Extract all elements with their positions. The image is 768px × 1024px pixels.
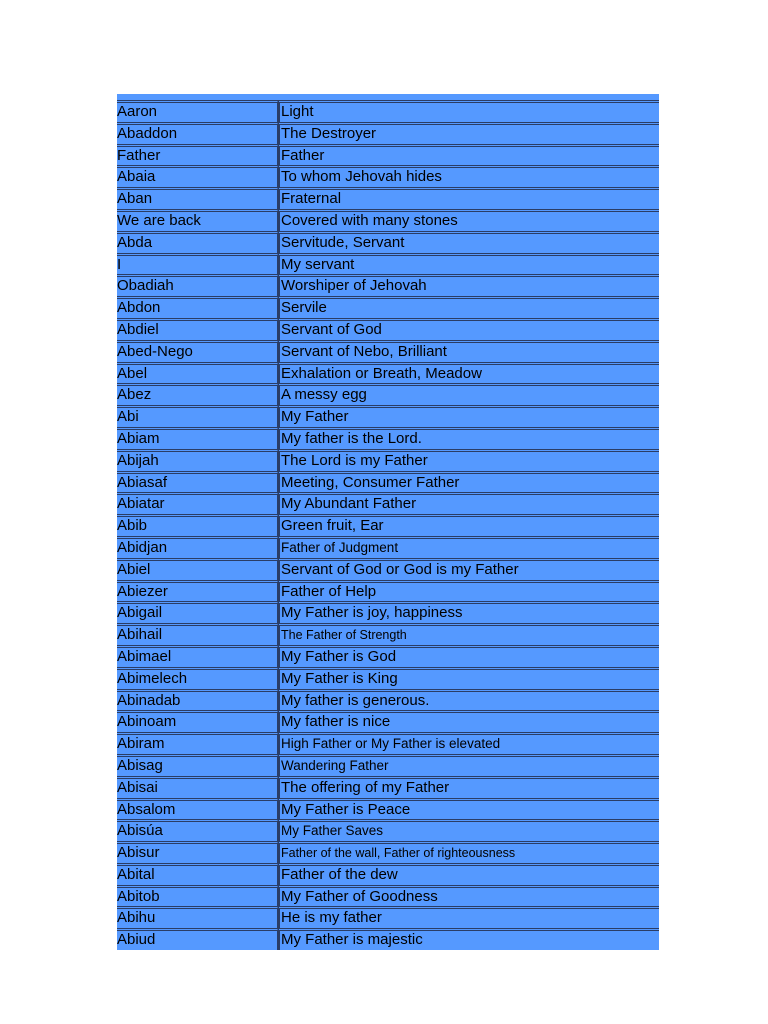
meaning-cell: Servile xyxy=(278,296,659,318)
name-cell: Abdon xyxy=(117,296,278,318)
meaning-cell: My servant xyxy=(278,253,659,275)
name-cell: Absalom xyxy=(117,798,278,820)
name-cell: Aaron xyxy=(117,100,278,122)
table-row xyxy=(117,928,659,950)
name-cell: Abidjan xyxy=(117,536,278,558)
table-row xyxy=(117,601,659,623)
name-cell: Abiasaf xyxy=(117,471,278,493)
meaning-cell: My father is the Lord. xyxy=(278,427,659,449)
name-cell: Abez xyxy=(117,383,278,405)
name-cell: Abiel xyxy=(117,558,278,580)
table-row xyxy=(117,100,659,122)
meaning-cell: Exhalation or Breath, Meadow xyxy=(278,362,659,384)
meaning-cell: Father of Judgment xyxy=(278,536,659,558)
table-row xyxy=(117,165,659,187)
meaning-cell: The Destroyer xyxy=(278,122,659,144)
meaning-cell: My Father is joy, happiness xyxy=(278,601,659,623)
table-row xyxy=(117,471,659,493)
meaning-cell: Father of the wall, Father of righteousness xyxy=(278,841,659,863)
name-cell: Abiatar xyxy=(117,492,278,514)
meaning-cell: Servant of God xyxy=(278,318,659,340)
meaning-cell: Light xyxy=(278,100,659,122)
table-row xyxy=(117,405,659,427)
meaning-cell: My Father is majestic xyxy=(278,928,659,950)
table-row xyxy=(117,863,659,885)
table-row xyxy=(117,318,659,340)
table-row xyxy=(117,623,659,645)
meaning-cell: Covered with many stones xyxy=(278,209,659,231)
name-cell: Abed-Nego xyxy=(117,340,278,362)
table-row xyxy=(117,885,659,907)
name-cell: Father xyxy=(117,144,278,166)
name-cell: Abisur xyxy=(117,841,278,863)
table-row xyxy=(117,906,659,928)
meaning-cell: My Father Saves xyxy=(278,819,659,841)
name-cell: Abaia xyxy=(117,165,278,187)
table-row xyxy=(117,253,659,275)
name-cell: Abimelech xyxy=(117,667,278,689)
table-row xyxy=(117,710,659,732)
meaning-cell: He is my father xyxy=(278,906,659,928)
meaning-cell: The offering of my Father xyxy=(278,776,659,798)
name-cell: Abiam xyxy=(117,427,278,449)
name-cell: Abiram xyxy=(117,732,278,754)
name-cell: Abel xyxy=(117,362,278,384)
name-cell: Abi xyxy=(117,405,278,427)
meaning-cell: Father of Help xyxy=(278,580,659,602)
table-row xyxy=(117,841,659,863)
table-row xyxy=(117,144,659,166)
meaning-cell: The Lord is my Father xyxy=(278,449,659,471)
meaning-cell: The Father of Strength xyxy=(278,623,659,645)
meaning-cell: Green fruit, Ear xyxy=(278,514,659,536)
table-row xyxy=(117,340,659,362)
meaning-cell: My father is nice xyxy=(278,710,659,732)
name-cell: Abinadab xyxy=(117,689,278,711)
table-row xyxy=(117,187,659,209)
name-cell: Abaddon xyxy=(117,122,278,144)
table-row xyxy=(117,558,659,580)
table-row xyxy=(117,492,659,514)
name-cell: Obadiah xyxy=(117,274,278,296)
name-cell: Abihail xyxy=(117,623,278,645)
meaning-cell: My Father is Peace xyxy=(278,798,659,820)
table-row xyxy=(117,274,659,296)
name-cell: Abib xyxy=(117,514,278,536)
table-row xyxy=(117,383,659,405)
meaning-cell: Servant of God or God is my Father xyxy=(278,558,659,580)
table-row xyxy=(117,514,659,536)
meaning-cell: To whom Jehovah hides xyxy=(278,165,659,187)
name-cell: Abital xyxy=(117,863,278,885)
name-cell: Abisúa xyxy=(117,819,278,841)
table-row xyxy=(117,536,659,558)
table-row xyxy=(117,231,659,253)
table-row xyxy=(117,362,659,384)
meaning-cell: My Father xyxy=(278,405,659,427)
name-cell: Abihu xyxy=(117,906,278,928)
meaning-cell: A messy egg xyxy=(278,383,659,405)
table-row xyxy=(117,645,659,667)
name-cell: Abinoam xyxy=(117,710,278,732)
table-row xyxy=(117,754,659,776)
meaning-cell: My father is generous. xyxy=(278,689,659,711)
table-row xyxy=(117,209,659,231)
table-row xyxy=(117,449,659,471)
name-cell: Abigail xyxy=(117,601,278,623)
meaning-cell: Servitude, Servant xyxy=(278,231,659,253)
table-row xyxy=(117,776,659,798)
table-row xyxy=(117,798,659,820)
table-row xyxy=(117,580,659,602)
meaning-cell: Meeting, Consumer Father xyxy=(278,471,659,493)
name-cell: Abisag xyxy=(117,754,278,776)
table-row xyxy=(117,689,659,711)
name-cell: Abimael xyxy=(117,645,278,667)
table-row xyxy=(117,296,659,318)
table-row xyxy=(117,819,659,841)
name-cell: Aban xyxy=(117,187,278,209)
meaning-cell: High Father or My Father is elevated xyxy=(278,732,659,754)
table-row xyxy=(117,732,659,754)
meaning-cell: My Abundant Father xyxy=(278,492,659,514)
meaning-cell: Wandering Father xyxy=(278,754,659,776)
name-cell: Abiezer xyxy=(117,580,278,602)
name-cell: Abijah xyxy=(117,449,278,471)
name-cell: Abisai xyxy=(117,776,278,798)
table-row xyxy=(117,667,659,689)
name-cell: I xyxy=(117,253,278,275)
names-meaning-table xyxy=(117,94,659,950)
name-cell: Abitob xyxy=(117,885,278,907)
meaning-cell: My Father is God xyxy=(278,645,659,667)
meaning-cell: Father xyxy=(278,144,659,166)
name-cell: Abiud xyxy=(117,928,278,950)
meaning-cell: Fraternal xyxy=(278,187,659,209)
name-cell: We are back xyxy=(117,209,278,231)
meaning-cell: Father of the dew xyxy=(278,863,659,885)
name-cell: Abdiel xyxy=(117,318,278,340)
meaning-cell: Servant of Nebo, Brilliant xyxy=(278,340,659,362)
name-cell: Abda xyxy=(117,231,278,253)
table-row xyxy=(117,427,659,449)
meaning-cell: My Father of Goodness xyxy=(278,885,659,907)
meaning-cell: Worshiper of Jehovah xyxy=(278,274,659,296)
table-row xyxy=(117,122,659,144)
meaning-cell: My Father is King xyxy=(278,667,659,689)
